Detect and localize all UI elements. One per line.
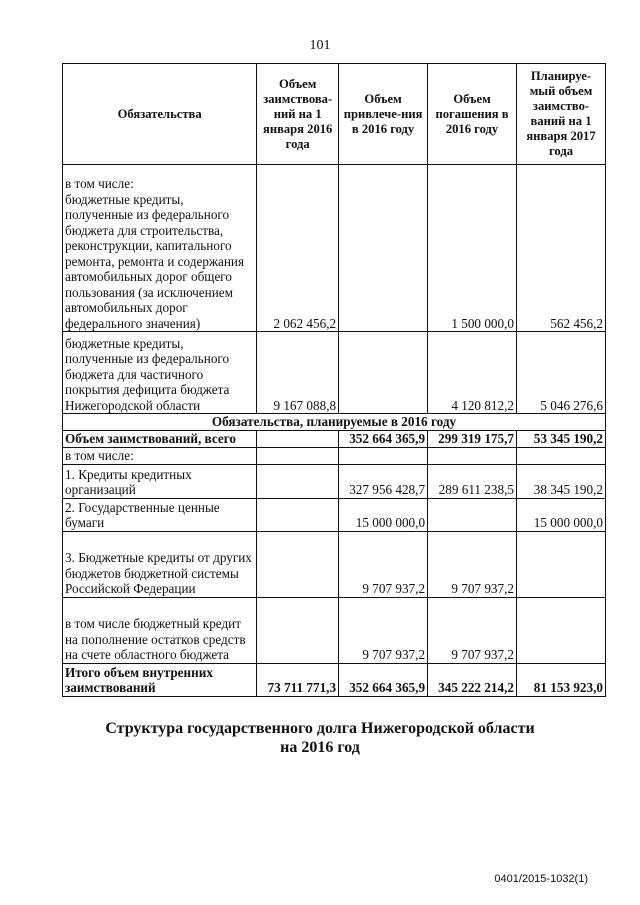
cell-volume-jan-2016: 9 167 088,8 xyxy=(257,332,339,414)
row-label: бюджетные кредиты, полученные из федерального бюджета для частичного покрытия дефицита бюджета Нижегородской области xyxy=(63,332,257,414)
cell-repaid-2016 xyxy=(428,447,517,464)
table-header-row xyxy=(63,64,606,165)
cell-volume-jan-2016 xyxy=(257,531,339,597)
cell-raised-2016 xyxy=(339,165,428,332)
cell-repaid-2016: 299 319 175,7 xyxy=(428,430,517,447)
cell-volume-jan-2016 xyxy=(257,447,339,464)
cell-raised-2016: 352 664 365,9 xyxy=(339,663,428,696)
row-label: в том числе: бюджетные кредиты, полученные из федерального бюджета для строительства, реконструкции, капитального ремонта, ремонта и содержания автомобильных дорог общего пользования (за исключением автомобильных дорог федерального значения) xyxy=(63,165,257,332)
header-planned-jan-2017: Планируе-мый объем заимство-ваний на 1 января 2017 года xyxy=(516,64,605,165)
table-row xyxy=(63,165,606,332)
table-row xyxy=(63,332,606,414)
cell-planned-jan-2017: 81 153 923,0 xyxy=(516,663,605,696)
header-raised-2016: Объем привлече-ния в 2016 году xyxy=(339,64,428,165)
grand-total-row xyxy=(63,663,606,696)
cell-planned-jan-2017: 562 456,2 xyxy=(516,165,605,332)
cell-raised-2016 xyxy=(339,332,428,414)
row-label: в том числе бюджетный кредит на пополнение остатков средств на счете областного бюджета xyxy=(63,597,257,663)
section-row xyxy=(63,414,606,431)
cell-planned-jan-2017: 15 000 000,0 xyxy=(516,498,605,531)
cell-repaid-2016: 9 707 937,2 xyxy=(428,531,517,597)
cell-volume-jan-2016 xyxy=(257,430,339,447)
cell-raised-2016: 352 664 365,9 xyxy=(339,430,428,447)
cell-raised-2016: 9 707 937,2 xyxy=(339,597,428,663)
cell-volume-jan-2016: 73 711 771,3 xyxy=(257,663,339,696)
row-label: 2. Государственные ценные бумаги xyxy=(63,498,257,531)
cell-planned-jan-2017: 5 046 276,6 xyxy=(516,332,605,414)
cell-repaid-2016: 1 500 000,0 xyxy=(428,165,517,332)
section-heading-line1: Структура государственного долга Нижегородской области xyxy=(105,720,535,737)
cell-repaid-2016: 289 611 238,5 xyxy=(428,464,517,498)
cell-raised-2016: 327 956 428,7 xyxy=(339,464,428,498)
cell-planned-jan-2017 xyxy=(516,531,605,597)
row-label: Объем заимствований, всего xyxy=(63,430,257,447)
row-label: 1. Кредиты кредитных организаций xyxy=(63,464,257,498)
cell-volume-jan-2016 xyxy=(257,498,339,531)
section-title: Обязательства, планируемые в 2016 году xyxy=(63,414,606,431)
row-label: 3. Бюджетные кредиты от других бюджетов бюджетной системы Российской Федерации xyxy=(63,531,257,597)
section-heading-line2: на 2016 год xyxy=(280,739,360,756)
total-row xyxy=(63,430,606,447)
section-heading xyxy=(0,719,640,757)
table-row xyxy=(63,464,606,498)
table-row xyxy=(63,531,606,597)
cell-volume-jan-2016: 2 062 456,2 xyxy=(257,165,339,332)
cell-repaid-2016: 4 120 812,2 xyxy=(428,332,517,414)
cell-raised-2016 xyxy=(339,447,428,464)
table-row xyxy=(63,498,606,531)
cell-planned-jan-2017 xyxy=(516,597,605,663)
table-row xyxy=(63,597,606,663)
cell-planned-jan-2017: 53 345 190,2 xyxy=(516,430,605,447)
cell-raised-2016: 9 707 937,2 xyxy=(339,531,428,597)
cell-raised-2016: 15 000 000,0 xyxy=(339,498,428,531)
cell-planned-jan-2017 xyxy=(516,447,605,464)
page-number: 101 xyxy=(309,38,331,53)
cell-volume-jan-2016 xyxy=(257,464,339,498)
cell-repaid-2016: 9 707 937,2 xyxy=(428,597,517,663)
cell-repaid-2016: 345 222 214,2 xyxy=(428,663,517,696)
header-volume-jan-2016: Объем заимствова-ний на 1 января 2016 года xyxy=(257,64,339,165)
debt-table xyxy=(62,63,606,697)
row-label: в том числе: xyxy=(63,447,257,464)
cell-repaid-2016 xyxy=(428,498,517,531)
header-repaid-2016: Объем погашения в 2016 году xyxy=(428,64,517,165)
cell-planned-jan-2017: 38 345 190,2 xyxy=(516,464,605,498)
cell-volume-jan-2016 xyxy=(257,597,339,663)
table-row xyxy=(63,447,606,464)
row-label: Итого объем внутренних заимствований xyxy=(63,663,257,696)
header-obligations: Обязательства xyxy=(63,64,257,165)
document-code: 0401/2015-1032(1) xyxy=(494,873,588,885)
